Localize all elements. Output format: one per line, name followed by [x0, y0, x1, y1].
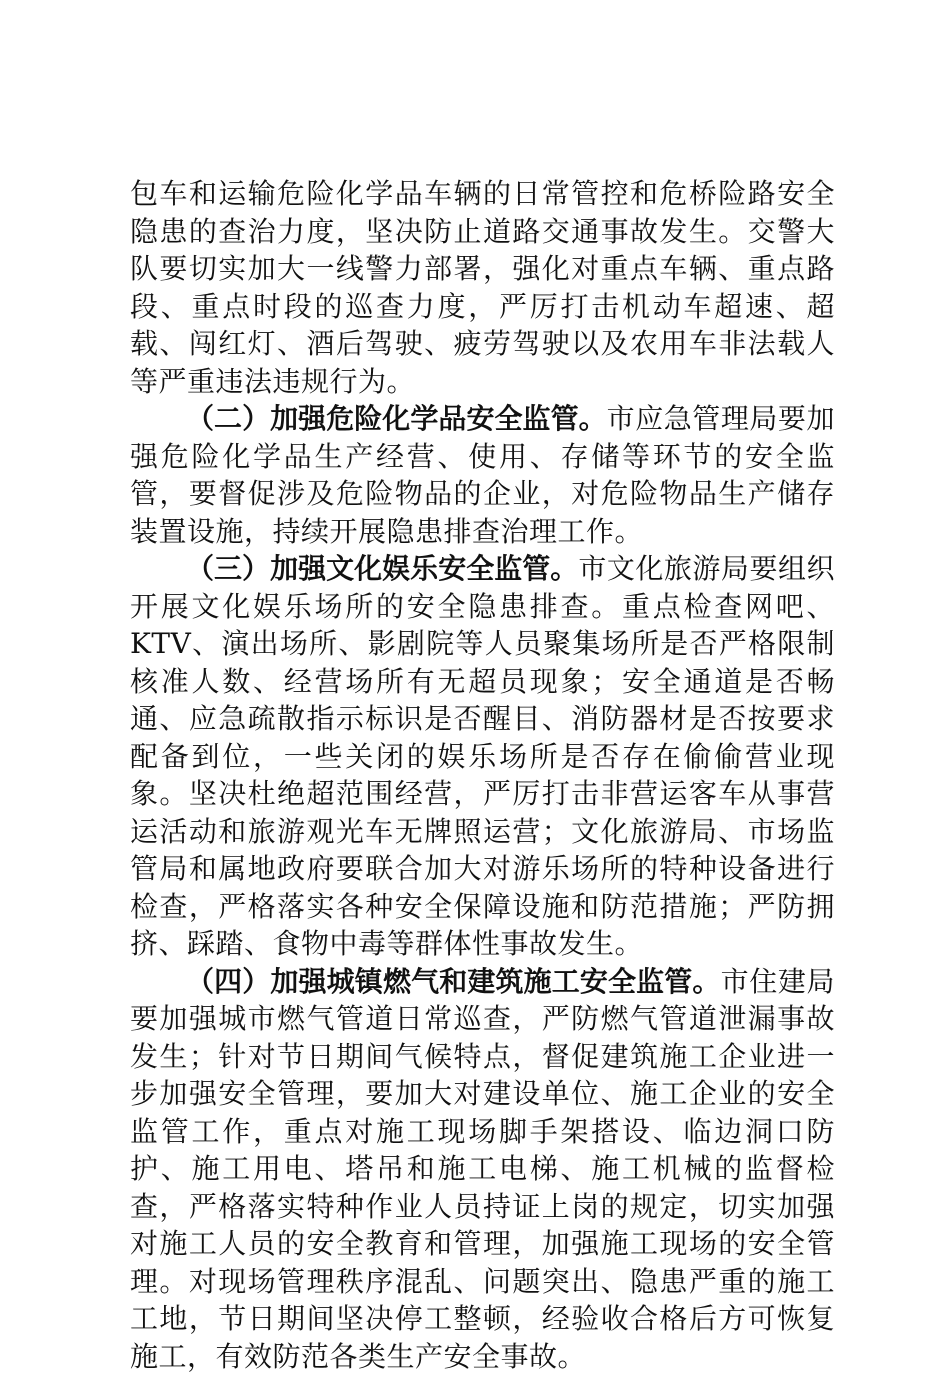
- section-heading: （三）加强文化娱乐安全监管。: [186, 552, 578, 585]
- paragraph-body: 包车和运输危险化学品车辆的日常管控和危桥险路安全隐患的查治力度，坚决防止道路交通事故发生。交警大队要切实加大一线警力部署，强化对重点车辆、重点路段、重点时段的巡查力度，严厉打击机动车超速、超载、闯红灯、酒后驾驶、疲劳驾驶以及农用车非法载人等严重违法违规行为。: [130, 177, 835, 398]
- paragraph-gas-construction: [130, 963, 835, 1375]
- paragraph-hazardous-chemicals: [130, 400, 835, 550]
- paragraph-continuation: [130, 175, 835, 400]
- section-heading: （四）加强城镇燃气和建筑施工安全监管。: [186, 965, 721, 998]
- section-heading: （二）加强危险化学品安全监管。: [186, 402, 607, 435]
- document-page: [130, 175, 835, 1375]
- paragraph-body: 市文化旅游局要组织开展文化娱乐场所的安全隐患排查。重点检查网吧、KTV、演出场所、影剧院等人员聚集场所是否严格限制核准人数、经营场所有无超员现象；安全通道是否畅通、应急疏散指示标识是否醒目、消防器材是否按要求配备到位，一些关闭的娱乐场所是否存在偷偷营业现象。坚决杜绝超范围经营，严厉打击非营运客车从事营运活动和旅游观光车无牌照运营；文化旅游局、市场监管局和属地政府要联合加大对游乐场所的特种设备进行检查，严格落实各种安全保障设施和防范措施；严防拥挤、踩踏、食物中毒等群体性事故发生。: [130, 552, 835, 960]
- paragraph-body: 市应急管理局要加强危险化学品生产经营、使用、存储等环节的安全监管，要督促涉及危险物品的企业，对危险物品生产储存装置设施，持续开展隐患排查治理工作。: [130, 402, 835, 548]
- paragraph-body: 市住建局要加强城市燃气管道日常巡查，严防燃气管道泄漏事故发生；针对节日期间气候特点，督促建筑施工企业进一步加强安全管理，要加大对建设单位、施工企业的安全监管工作，重点对施工现场脚手架搭设、临边洞口防护、施工用电、塔吊和施工电梯、施工机械的监督检查，严格落实特种作业人员持证上岗的规定，切实加强对施工人员的安全教育和管理，加强施工现场的安全管理。对现场管理秩序混乱、问题突出、隐患严重的施工工地，节日期间坚决停工整顿，经验收合格后方可恢复施工，有效防范各类生产安全事故。: [130, 965, 835, 1373]
- paragraph-cultural-entertainment: [130, 550, 835, 963]
